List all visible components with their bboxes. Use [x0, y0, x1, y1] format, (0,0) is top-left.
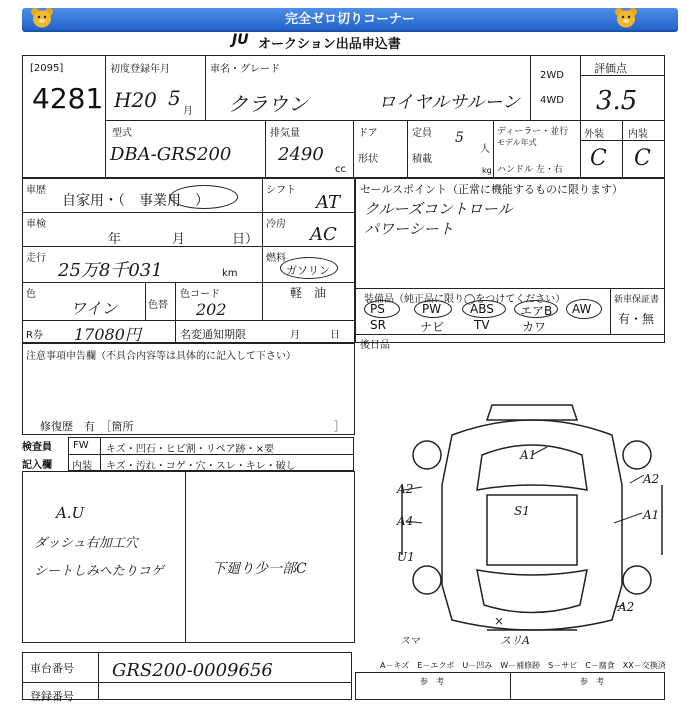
- checker-fw-items: キズ・凹石・ヒビ割・リペア跡・×要: [106, 444, 274, 455]
- notes-label: 注意事項申告欄（不具合内容等は具体的に記入して下さい）: [26, 351, 296, 362]
- lot-number: 4281: [32, 82, 104, 115]
- inspection-day: 日）: [232, 232, 259, 247]
- note-line-3: シートしみへたりコゲ: [34, 564, 164, 579]
- exterior-label: 外装: [584, 129, 604, 140]
- equip-abs: ABS: [470, 302, 494, 316]
- checker-int-items: キズ・汚れ・コゲ・穴・スレ・キレ・破し: [106, 461, 296, 472]
- model-year-label: モデル年式: [497, 138, 537, 147]
- model-label: 型式: [112, 128, 132, 139]
- equip-pw-circle: [414, 300, 452, 318]
- damage-legend: A－キズ E－エクボ U－凹み W－補修跡 S－サビ C－腐食 XX－交換済: [380, 661, 666, 670]
- drive-4wd: 4WD: [540, 95, 564, 106]
- mark-a2-bottom: A2: [618, 600, 635, 614]
- vehicle-name: クラウン: [228, 92, 308, 116]
- fuel-diesel: 軽 油: [290, 286, 327, 300]
- color-change-label: 色替: [148, 300, 168, 311]
- transfer-label: 名変通知期限: [180, 328, 246, 341]
- mark-suma: スマ: [400, 636, 420, 647]
- use-value: 自家用・（ 事業用 ）: [62, 193, 209, 209]
- mark-a1-right: A1: [643, 508, 660, 522]
- mark-a2-right: A2: [643, 472, 660, 486]
- transfer-month: 月: [290, 330, 300, 341]
- use-label: 車歴: [26, 185, 46, 196]
- top-banner: [22, 8, 678, 32]
- score-value: 3.5: [596, 86, 638, 116]
- equip-airbag: エアB: [520, 304, 553, 318]
- transfer-day: 日: [330, 330, 340, 341]
- mark-a4: A4: [397, 514, 414, 528]
- bear-mascot-icon-left: [30, 7, 54, 29]
- mark-a2-left: A2: [397, 482, 414, 496]
- inspection-label: 車検: [26, 219, 46, 230]
- capacity-label: 定員: [412, 128, 432, 139]
- note-line-2: ダッシュ右加工穴: [34, 536, 138, 551]
- handle-label: ハンドル 左・右: [497, 165, 563, 175]
- footer-label: 登録番号: [30, 690, 74, 703]
- mark-x: ×: [494, 614, 505, 628]
- inspection-month: 月: [172, 232, 186, 247]
- doors-label: ドア: [358, 128, 378, 139]
- fuel-gasoline: ガソリン: [286, 264, 330, 277]
- capacity-value: 5: [455, 130, 464, 146]
- load-unit: kg: [482, 166, 492, 175]
- banner-title: 完全ゼロ切りコーナー: [284, 12, 415, 27]
- shape-label: 形状: [358, 154, 378, 165]
- equip-airbag-circle: [514, 300, 558, 318]
- checker-label-2: 記入欄: [22, 460, 52, 471]
- reference-label-2: 参 考: [580, 677, 604, 686]
- equip-ps: PS: [370, 302, 385, 316]
- registration-month: 5: [168, 86, 181, 110]
- color-value: ワイン: [70, 299, 118, 318]
- equip-tv: TV: [474, 318, 490, 332]
- displacement-value: 2490: [278, 144, 324, 165]
- warranty-label: 新車保証書: [614, 295, 660, 305]
- equip-sr: SR: [370, 318, 386, 332]
- model-value: DBA-GRS200: [110, 144, 232, 165]
- inspection-year: 年: [108, 232, 122, 247]
- mileage-label: 走行: [26, 253, 46, 264]
- equipment-label: 装備品（純正品に限り◯をつけてください）: [364, 294, 566, 305]
- note-line-4: 下廻り少一部C: [212, 561, 307, 577]
- aircon-label: 冷房: [266, 219, 286, 230]
- colorcode-label: 色コード: [180, 289, 220, 300]
- aircon-value: AC: [310, 224, 337, 245]
- mark-a1-top: A1: [520, 448, 537, 462]
- capacity-unit: 人: [480, 144, 490, 155]
- displacement-unit: cc: [335, 164, 346, 175]
- bear-mascot-icon-right: [614, 7, 638, 29]
- equip-navi: ナビ: [420, 320, 445, 334]
- use-circle: [170, 185, 238, 209]
- checker-interior: 内装: [72, 461, 92, 472]
- mileage-unit: km: [222, 268, 238, 279]
- fuel-label: 燃料: [266, 253, 286, 264]
- equip-aw-circle: [566, 299, 602, 319]
- equip-abs-circle: [462, 300, 506, 318]
- registration-month-unit: 月: [183, 106, 193, 117]
- selling-point-2: パワーシート: [364, 220, 454, 238]
- repair-close: ］: [334, 420, 345, 433]
- interior-label: 内装: [628, 129, 648, 140]
- color-label: 色: [26, 289, 36, 300]
- form-title: オークション出品申込書: [258, 37, 401, 52]
- mark-u1: U1: [397, 550, 415, 564]
- lot-code: [2095]: [30, 63, 64, 74]
- equip-leather: カワ: [522, 320, 547, 334]
- handwritten-notes-area: [22, 471, 355, 643]
- selling-points-label: セールスポイント（正常に機能するものに限ります）: [360, 183, 624, 196]
- shift-label: シフト: [266, 185, 296, 196]
- fuel-circle: [280, 257, 338, 279]
- displacement-label: 排気量: [270, 128, 300, 139]
- dealer-label: ディーラー・並行: [497, 127, 569, 137]
- recycle-value: 17080円: [74, 325, 141, 344]
- repair-label: 修復歴 有 ［箇所: [40, 420, 134, 433]
- chassis-label: 車台番号: [30, 662, 74, 675]
- shift-value: AT: [316, 192, 341, 213]
- registration-year: H20: [114, 88, 157, 112]
- interior-grade: C: [634, 146, 651, 171]
- vehicle-name-label: 車名・グレード: [210, 64, 280, 75]
- mark-s1: S1: [514, 504, 530, 518]
- ju-logo: JU: [232, 32, 249, 48]
- mileage-value: 25万8千031: [58, 260, 163, 281]
- recycle-label: R券: [26, 330, 43, 341]
- load-label: 積載: [412, 154, 432, 165]
- colorcode-value: 202: [196, 300, 227, 319]
- equip-aw: AW: [572, 302, 592, 316]
- vehicle-grade: ロイヤルサルーン: [378, 92, 521, 113]
- exterior-grade: C: [590, 146, 607, 171]
- warranty-value: 有・無: [618, 312, 655, 326]
- checker-label-1: 検査員: [22, 442, 52, 453]
- score-label: 評価点: [594, 62, 627, 75]
- registration-label: 初度登録年月: [110, 64, 170, 75]
- note-line-1: A.U: [56, 504, 85, 522]
- delivery-label: 後日品: [360, 340, 390, 351]
- mark-sure: スリA: [500, 634, 530, 647]
- drive-2wd: 2WD: [540, 70, 564, 81]
- equip-ps-circle: [364, 300, 400, 318]
- equip-pw: PW: [422, 302, 442, 316]
- chassis-value: GRS200-0009656: [112, 660, 273, 681]
- reference-label-1: 参 考: [420, 677, 444, 686]
- checker-fw: FW: [73, 440, 89, 451]
- selling-point-1: クルーズコントロール: [364, 200, 513, 218]
